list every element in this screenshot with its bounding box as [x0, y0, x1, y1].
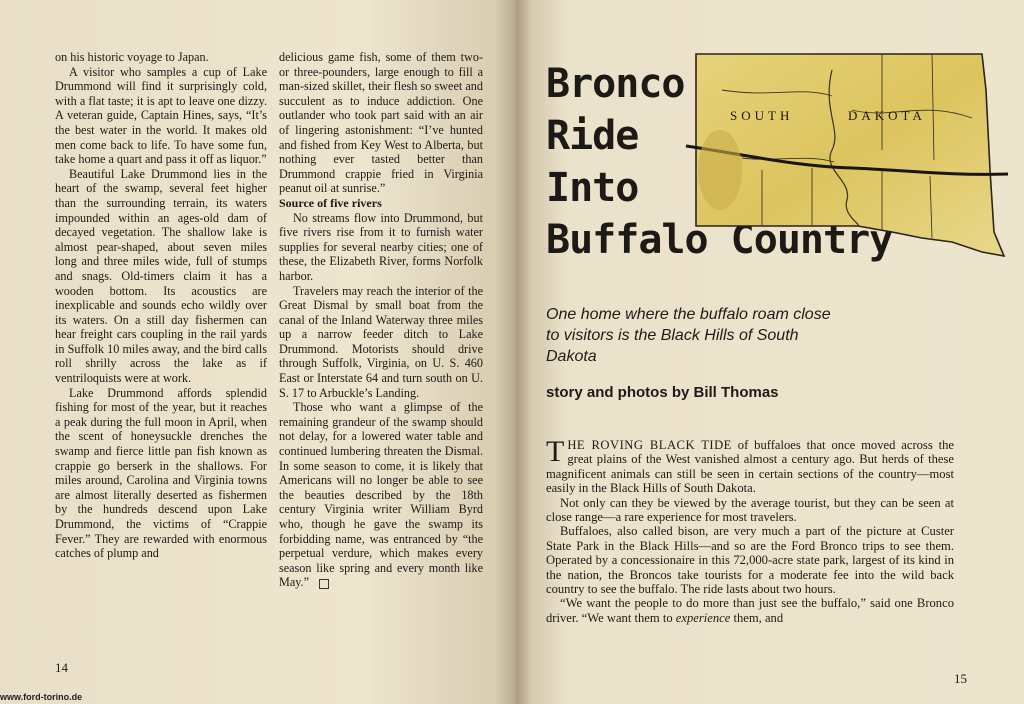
title-line: Bronco [546, 61, 685, 107]
map-label-dakota: DAKOTA [848, 108, 926, 123]
page-number-right: 15 [954, 671, 967, 686]
right-page [516, 0, 1024, 704]
paragraph: A visitor who samples a cup of Lake Drummond will find it surprisingly cold, with a flat taste; it is apt to leave one dizzy. A veteran guide, Captain Hines, says, “It’s the best water in the world. It makes old men come back to life. To have some fun, take home a quart and pass it off as liquor.” [55, 64, 267, 167]
right-column [546, 435, 955, 625]
byline: story and photos by Bill Thomas [546, 384, 779, 401]
emphasis: experience [675, 610, 731, 625]
paragraph: on his historic voyage to Japan. [55, 50, 209, 64]
paragraph [279, 400, 483, 590]
title-line: Ride [546, 113, 639, 159]
left-column-1 [55, 50, 267, 561]
paragraph: No streams flow into Drummond, but five rivers rise from it to furnish water supplies for several nearby cities; one of these, the Elizabeth River, forms Norfolk harbor. [279, 210, 483, 283]
quote-text: “We want the people to do more than just see the buffalo,” said one Bronco driver. “We want them to [546, 596, 954, 625]
subheading: Source of five rivers [279, 195, 382, 210]
south-dakota-map [682, 50, 1008, 266]
title-line: Into [546, 165, 639, 211]
paragraph: Travelers may reach the interior of the Great Dismal by small boat from the canal of the Inland Waterway three miles up a narrow feeder ditch to Lake Drummond. Motorists should drive through Suffolk, Virginia, on U. S. 460 East or Interstate 64 and turn south on U. S. 17 to Arbuckle’s Landing. [279, 283, 483, 400]
paragraph: delicious game fish, some of them two- or three-pounders, large enough to fill a man-sized skillet, their flesh so sweet and succulent as to induce addiction. One outlander who took part said with an air of lingering astonishment: “I’ve hunted and fished from Key West to Alberta, but nothing ever tasted better than Drummond crappie fried in Virginia peanut oil at sunrise.” [279, 50, 483, 196]
drop-cap: T [546, 435, 565, 468]
paragraph-text: Those who want a glimpse of the remaining grandeur of the swamp should not delay, for a lowered water table and continued lumbering threaten the Dismal. In some season to come, it is likely that Americans will no longer be able to see the beauties described by the 18th century Virginia writer William Byrd who, though he gave the swamp its forbidding name, was entranced by “the perpetual verdure, which makes every season like spring and every month like May.” [279, 400, 483, 590]
article-deck: One home where the buffalo roam close to visitors is the Black Hills of South Dakota [546, 306, 831, 365]
left-column-2 [279, 50, 483, 590]
paragraph: Not only can they be viewed by the average tourist, but they can be seen at close range—a rare experience for most travelers. [546, 495, 954, 525]
paragraph [546, 596, 954, 625]
quote-text: them, and [730, 610, 784, 625]
paragraph: Buffaloes, also called bison, are very much a part of the picture at Custer State Park in the Black Hills—and so are the Ford Bronco trips to see them. Operated by a concessionaire in this 72,000-acre state park, largest of its kind in the nation, the Broncos take tourists for a moderate fee into the wild back country to see the buffalo. The ride lasts about two hours. [546, 524, 954, 597]
lead-in: HE ROVING BLACK TIDE [567, 438, 732, 452]
paragraph: Beautiful Lake Drummond lies in the heart of the swamp, several feet higher than the surrounding terrain, its waters impounded within an ages-old dam of decayed vegetation. The shallow lake is almost pear-shaped, about seven miles long and three miles wide, full of stumps and snags. Old-timers claim it has a wooden bottom. Its acoustics are inexplicable and sounds echo wildly over its waters. On a still day fishermen can hear freight cars coupling in the rail yards in Suffolk 10 miles away, and the bird calls roll shrilly across the lake as if ventriloquists were at work. [55, 166, 267, 386]
paragraph: Lake Drummond affords splendid fishing for most of the year, but it reaches a peak during the full moon in April, when the scent of honeysuckle drenches the swamp and fierce little pan fish known as crappie go berserk in the shallows. For miles around, Carolina and Virginia towns are almost literally deserted as fishermen by the hundreds descend upon Lake Drummond, the victims of “Crappie Fever.” They are rewarded with enormous catches of plump and [55, 385, 267, 561]
lead-paragraph [546, 435, 955, 496]
watermark: www.ford-torino.de [0, 692, 83, 702]
lead-text: of buffaloes that once moved across the great plains of the West vanished almost a century ago. But herds of these magnificent animals can still be seen in certain sections of the country—most easily in the Black Hills of South Dakota. [546, 438, 955, 496]
black-hills [698, 130, 742, 210]
end-of-article-icon [319, 579, 329, 589]
title-line: Buffalo Country [546, 217, 893, 263]
page-number-left: 14 [55, 660, 68, 675]
map-label-south: SOUTH [730, 108, 794, 123]
